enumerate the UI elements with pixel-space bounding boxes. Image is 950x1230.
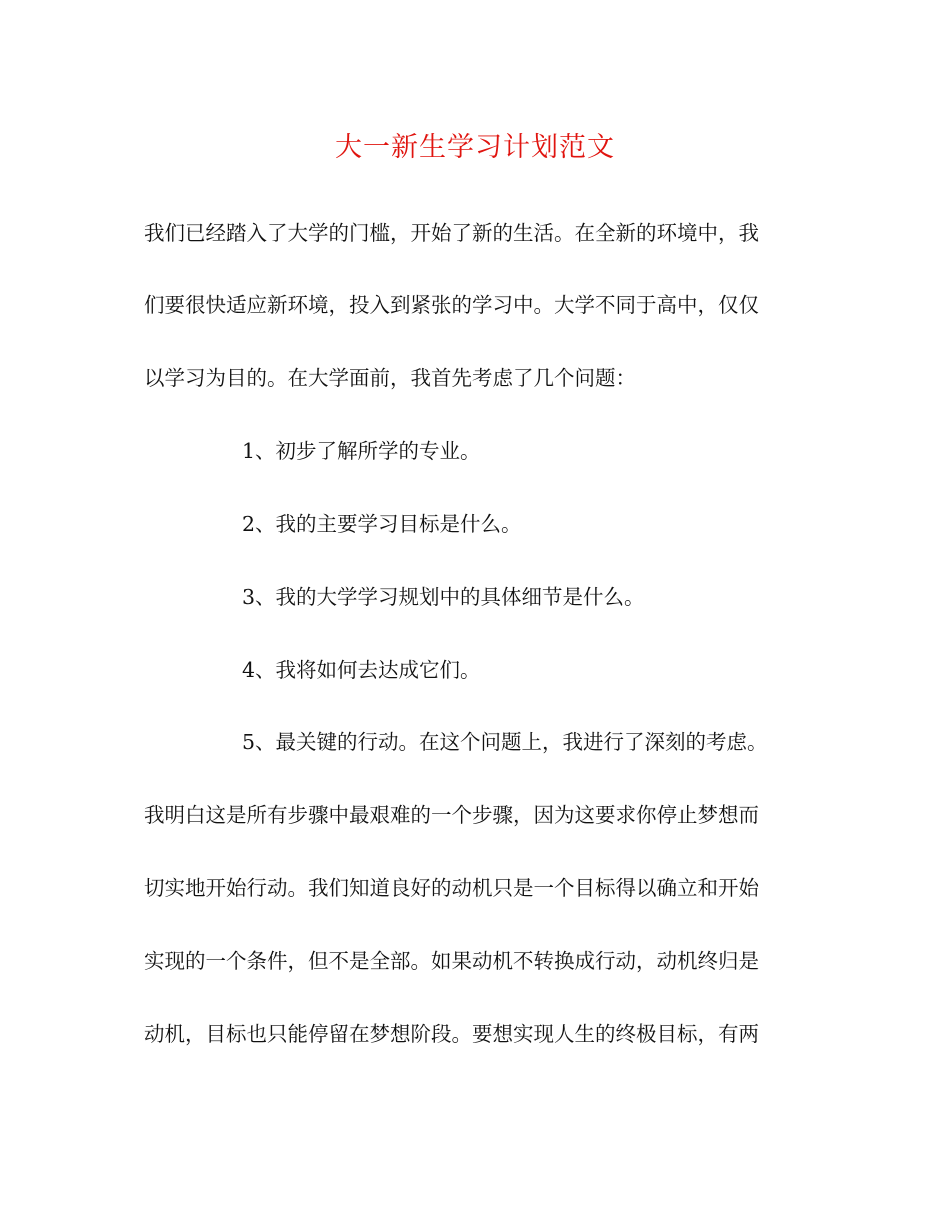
paragraph-line: 动机，目标也只能停留在梦想阶段。要想实现人生的终极目标，有两 [144, 1022, 759, 1046]
paragraph-line: 以学习为目的。在大学面前，我首先考虑了几个问题： [144, 366, 636, 390]
paragraph-line: 实现的一个条件，但不是全部。如果动机不转换成行动，动机终归是 [144, 949, 759, 973]
document-title: 大一新生学习计划范文 [335, 132, 615, 163]
list-item: 3、我的大学学习规划中的具体细节是什么。 [242, 585, 645, 609]
paragraph-line: 我们已经踏入了大学的门槛，开始了新的生活。在全新的环境中，我 [144, 221, 759, 245]
list-item: 5、最关键的行动。在这个问题上，我进行了深刻的考虑。 [242, 730, 768, 754]
list-item: 2、我的主要学习目标是什么。 [242, 512, 522, 536]
paragraph-line: 我明白这是所有步骤中最艰难的一个步骤，因为这要求你停止梦想而 [144, 803, 759, 827]
list-item: 4、我将如何去达成它们。 [242, 658, 481, 682]
paragraph-line: 们要很快适应新环境，投入到紧张的学习中。大学不同于高中，仅仅 [144, 293, 759, 317]
paragraph-line: 切实地开始行动。我们知道良好的动机只是一个目标得以确立和开始 [144, 876, 759, 900]
list-item: 1、初步了解所学的专业。 [242, 439, 481, 463]
